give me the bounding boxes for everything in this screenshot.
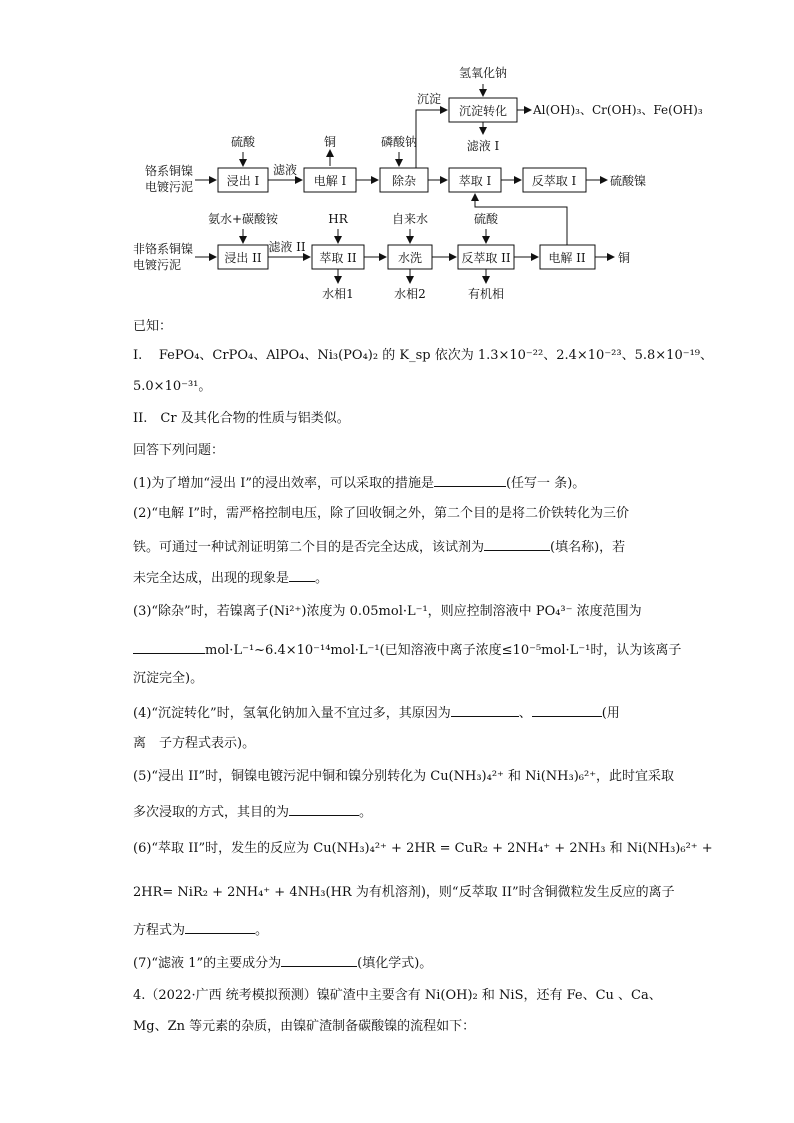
electrolysis-2-label: 电解 II xyxy=(548,251,586,265)
copper-2-label: 铜 xyxy=(618,251,631,265)
question-4-suffix: (用 xyxy=(601,706,620,721)
filtrate-i-label: 滤液 I xyxy=(466,139,500,153)
question-4-line-1 xyxy=(133,703,673,723)
sulfuric-acid-1-label: 硫酸 xyxy=(230,135,256,149)
precipitation-conversion-label: 沉淀转化 xyxy=(458,104,508,118)
question-6-end: 。 xyxy=(255,923,269,938)
copper-1-label: 铜 xyxy=(323,135,337,149)
question-2-phenomenon-text: 未完全达成，出现的现象是 xyxy=(133,571,290,586)
filtrate-1-label: 滤液 xyxy=(272,163,298,177)
known-heading: 已知： xyxy=(133,319,173,334)
answer-blank-7[interactable] xyxy=(281,953,357,967)
question-3-line-3: 沉淀完全)。 xyxy=(133,671,204,686)
back-extraction-2-label: 反萃取 II xyxy=(461,251,511,265)
question-2-line-1: (2)“电解 I”时，需严格控制电压，除了回收铜之外，第二个目的是将二价铁转化为三价 xyxy=(133,506,629,521)
aqueous-phase-2-label: 水相2 xyxy=(394,287,426,301)
nickel-sulfate-label: 硫酸镍 xyxy=(610,174,647,188)
leach-1-label: 浸出 I xyxy=(226,174,260,188)
answer-blank-2a[interactable] xyxy=(484,537,550,551)
sulfuric-acid-2-label: 硫酸 xyxy=(473,212,499,226)
question-5-end: 。 xyxy=(359,805,373,820)
known-item-1-line-2: 5.0×10⁻³¹。 xyxy=(133,379,212,394)
question-3-line-1: (3)“除杂”时，若镍离子(Ni²⁺)浓度为 0.05mol·L⁻¹，则应控制溶液中 PO₄³⁻ 浓度范围为 xyxy=(133,604,642,619)
question-2-suffix: (填名称)，若 xyxy=(550,540,626,555)
question-6-line-3 xyxy=(133,920,673,940)
question-5-line-2 xyxy=(133,802,673,822)
filtrate-2-label: 滤液 II xyxy=(268,240,306,254)
question-5-text: 多次浸取的方式，其目的为 xyxy=(133,805,290,820)
question-3-line-2 xyxy=(133,640,682,660)
question-3-text: mol·L⁻¹~6.4×10⁻¹⁴mol·L⁻¹(已知溶液中离子浓度≤10⁻⁵mol·L⁻¹时，认为该离子 xyxy=(205,643,682,658)
input-noncr-sludge-line1: 非铬系铜镍 xyxy=(133,242,194,256)
question-1-suffix: (任写一 条)。 xyxy=(505,476,586,491)
question-4-line-2: 离 子方程式表示)。 xyxy=(133,736,256,751)
hydroxides-product-label: Al(OH)₃、Cr(OH)₃、Fe(OH)₃ xyxy=(533,103,703,117)
extraction-1-label: 萃取 I xyxy=(458,174,492,188)
extraction-2-label: 萃取 II xyxy=(319,251,357,265)
answer-blank-6[interactable] xyxy=(185,920,255,934)
question-1-text: (1)为了增加“浸出 I”的浸出效率，可以采取的措施是 xyxy=(133,476,434,491)
tap-water-label: 自来水 xyxy=(391,212,429,226)
electrolysis-1-label: 电解 I xyxy=(313,174,347,188)
answer-blank-4b[interactable] xyxy=(532,703,602,717)
water-wash-label: 水洗 xyxy=(397,251,423,265)
purification-label: 除杂 xyxy=(391,174,417,188)
input-cr-sludge-line1: 铬系铜镍 xyxy=(145,164,194,178)
hr-label: HR xyxy=(328,212,348,226)
sodium-phosphate-label: 磷酸钠 xyxy=(380,135,418,149)
known-item-2: II. Cr 及其化合物的性质与铝类似。 xyxy=(133,411,350,426)
known-item-1-prefix: I. xyxy=(133,348,143,363)
answer-blank-4a[interactable] xyxy=(451,703,519,717)
answer-blank-1[interactable] xyxy=(434,473,506,487)
problem-4-line-2: Mg、Zn 等元素的杂质，由镍矿渣制备碳酸镍的流程如下： xyxy=(133,1019,476,1034)
input-cr-sludge-line2: 电镀污泥 xyxy=(145,180,194,194)
question-2-text: 铁。可通过一种试剂证明第二个目的是否完全达成，该试剂为 xyxy=(133,540,485,555)
question-7-suffix: (填化学式)。 xyxy=(357,956,433,971)
leach-2-label: 浸出 II xyxy=(224,251,262,265)
problem-4-line-1: 4.（2022·广西 统考模拟预测）镍矿渣中主要含有 Ni(OH)₂ 和 NiS，还有 Fe、Cu 、Ca、 xyxy=(133,988,662,1003)
answer-blank-3[interactable] xyxy=(133,640,205,654)
sodium-hydroxide-label: 氢氧化钠 xyxy=(458,66,508,80)
questions-intro: 回答下列问题： xyxy=(133,443,225,458)
question-4-text: (4)“沉淀转化”时，氢氧化钠加入量不宜过多，其原因为 xyxy=(133,706,451,721)
input-noncr-sludge-line2: 电镀污泥 xyxy=(133,258,182,272)
question-2-line-2 xyxy=(133,537,673,557)
question-2-line-3 xyxy=(133,568,673,588)
organic-phase-label: 有机相 xyxy=(467,287,505,301)
aqueous-phase-1-label: 水相1 xyxy=(322,287,354,301)
question-6-line-2: 2HR= NiR₂ + 2NH₄⁺ + 4NH₃(HR 为有机溶剂)，则“反萃取 II”时含铜微粒发生反应的离子 xyxy=(133,885,675,900)
process-flow-diagram xyxy=(0,0,794,310)
question-1 xyxy=(133,473,673,493)
answer-blank-2b[interactable] xyxy=(289,568,315,582)
question-2-end: 。 xyxy=(315,571,329,586)
known-item-1-line-1 xyxy=(133,347,714,365)
question-4-sep: 、 xyxy=(518,706,532,721)
back-extraction-1-label: 反萃取 I xyxy=(531,174,577,188)
precipitate-label: 沉淀 xyxy=(416,92,442,106)
question-5-line-1: (5)“浸出 II”时，铜镍电镀污泥中铜和镍分别转化为 Cu(NH₃)₄²⁺ 和 Ni(NH₃)₆²⁺，此时宜采取 xyxy=(133,769,675,784)
question-7-text: (7)“滤液 1”的主要成分为 xyxy=(133,956,282,971)
question-6-text: 方程式为 xyxy=(133,923,186,938)
known-item-1-text: FePO₄、CrPO₄、AlPO₄、Ni₃(PO₄)₂ 的 K_sp 依次为 1.3×10⁻²²、2.4×10⁻²³、5.8×10⁻¹⁹、 xyxy=(158,348,714,363)
question-6-line-1: (6)“萃取 II”时，发生的反应为 Cu(NH₃)₄²⁺ + 2HR = CuR₂ + 2NH₄⁺ + 2NH₃ 和 Ni(NH₃)₆²⁺ + xyxy=(133,841,713,856)
answer-blank-5[interactable] xyxy=(289,802,359,816)
ammonia-carbonate-label: 氨水+碳酸铵 xyxy=(207,212,279,226)
question-7 xyxy=(133,953,673,973)
